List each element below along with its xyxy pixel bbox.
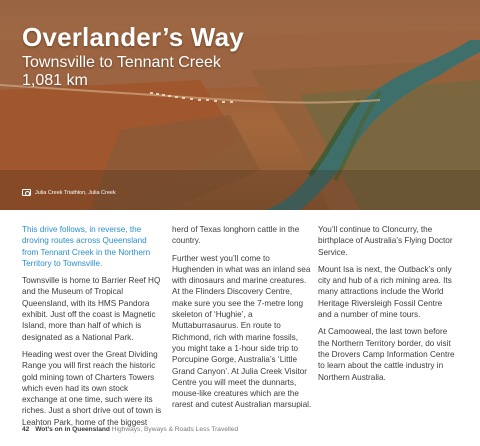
route-subtitle: Townsville to Tennant Creek	[22, 54, 221, 71]
route-distance: 1,081 km	[22, 72, 88, 89]
paragraph: Heading west over the Great Dividing Range you will first reach the historic gold mining town of Charters Towers which even had its own stock exchange at one time, such were its riches. Just a short drive out of town is Leahton Park, home of the biggest	[22, 349, 162, 427]
text-column-2	[172, 224, 312, 417]
paragraph: herd of Texas longhorn cattle in the country.	[172, 225, 300, 246]
hero-photo	[0, 0, 480, 210]
photo-caption	[22, 189, 116, 196]
page-number: 42	[22, 426, 30, 433]
publication-name: Wot’s on in Queensland	[35, 426, 110, 433]
page-title: Overlander’s Way	[22, 22, 244, 52]
text-column-1	[22, 224, 162, 434]
paragraph: Mount Isa is next, the Outback’s only city and hub of a rich mining area. Its many attractions include the World Heritage Riversleigh Fossil Centre and a number of mine tours.	[318, 264, 452, 320]
paragraph: Further west you’ll come to Hughenden in what was an inland sea with dinosaurs and marine creatures. At the Flinders Discovery Centre, make sure you see the 7-metre long skeleton of ‘Hughie’, a Muttaburrasaurus. En route to Richmond, rich with marine fossils, you might take a 1-hour side trip to Porcupine Gorge, Australia’s ‘Little Grand Canyon’. At Julia Creek Visitor Centre you will meet the dunnarts, mouse-like creatures which are the rarest and cutest Australian marsupial.	[172, 253, 312, 410]
page-footer	[22, 426, 238, 433]
section-name: Highways, Byways & Roads Less Travelled	[111, 426, 239, 433]
paragraph: At Camooweal, the last town before the Northern Territory border, do visit the Drovers Camp Information Centre to learn about the cattle industry in Northern Australia.	[318, 327, 455, 382]
intro-paragraph: This drive follows, in reverse, the droving routes across Queensland from Tennant Creek in the Northern Territory to Townsville.	[22, 225, 151, 268]
camera-icon	[22, 189, 31, 196]
paragraph: You’ll continue to Cloncurry, the birthplace of Australia’s Flying Doctor Service.	[318, 225, 453, 257]
paragraph: Townsville is home to Barrier Reef HQ and the Museum of Tropical Queensland, with its HMS Pandora exhibit. Just off the coast is Magnetic Island, more than half of which is designated as a National Park.	[22, 276, 161, 342]
photo-caption-text: Julia Creek Triathlon, Julia Creek	[35, 189, 116, 196]
text-column-3	[318, 224, 458, 389]
